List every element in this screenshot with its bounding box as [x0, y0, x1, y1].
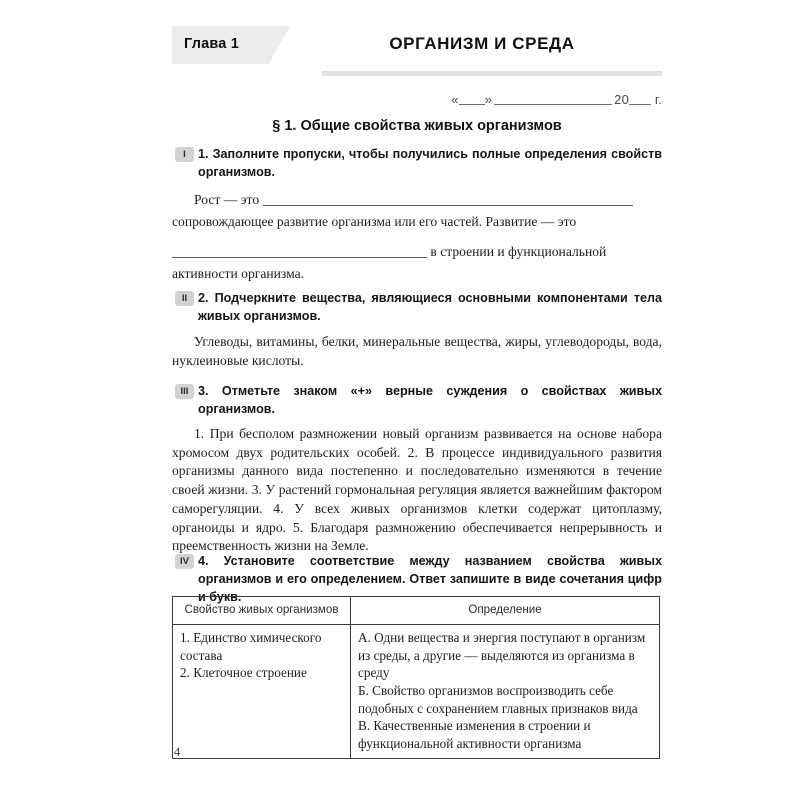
- definition-item-a: А. Одни вещества и энергия поступают в организм из среды, а другие — выделяются из организма в среду: [358, 629, 646, 681]
- task-1-fill-line-4: активности организма.: [172, 265, 305, 281]
- date-year-blank[interactable]: [629, 93, 651, 105]
- table-header-property: Свойство живых организмов: [173, 597, 351, 625]
- task-2-prompt-text: Подчеркните вещества, являющиеся основными компонентами тела живых организмов.: [198, 291, 662, 323]
- task-1-prompt: [172, 146, 662, 182]
- task-3-prompt: [172, 383, 662, 419]
- task-3: [172, 383, 662, 556]
- task-3-number: 3.: [198, 384, 209, 398]
- date-year-prefix: 20: [614, 92, 630, 107]
- task-3-prompt-text: Отметьте знаком «+» верные суждения о свойствах живых организмов.: [198, 384, 662, 416]
- task-1: [172, 146, 662, 283]
- property-item-2: 2. Клеточное строение: [180, 665, 307, 681]
- chapter-tag-label: Глава 1: [184, 36, 240, 52]
- task-1-fill-line-1: [172, 192, 662, 208]
- task-4-badge: IV: [175, 554, 194, 569]
- definition-item-c: В. Качественные изменения в строении и функциональной активности организма: [358, 718, 591, 751]
- task-1-fill-line-3: [172, 244, 662, 260]
- table-header-definition: Определение: [351, 597, 660, 625]
- task-1-tail-text: в строении и функциональной: [430, 243, 607, 259]
- definition-item-b: Б. Свойство организмов воспроизводить себе подобных с сохранением главных признаков вида: [358, 682, 638, 716]
- task-2-body[interactable]: Углеводы, витамины, белки, минеральные вещества, жиры, углеводороды, вода, нуклеиновые кислоты.: [172, 333, 662, 368]
- task-1-badge: I: [175, 147, 194, 162]
- table-header-row: [173, 597, 660, 625]
- task-1-lead-text: Рост — это: [194, 191, 260, 207]
- task-1-prompt-text: Заполните пропуски, чтобы получились полные определения свойств организмов.: [198, 147, 662, 179]
- date-quote-close: »: [484, 92, 493, 107]
- date-day-blank[interactable]: [459, 93, 485, 105]
- section-heading: § 1. Общие свойства живых организмов: [272, 118, 562, 134]
- task-4-prompt-text: Установите соответствие между названием свойства живых организмов и его определением. Ответ запишите в виде сочетания цифр и букв.: [198, 554, 663, 604]
- task-2-prompt: [172, 290, 662, 326]
- table-row: [173, 624, 660, 758]
- page-title: ОРГАНИЗМ И СРЕДА: [389, 34, 575, 53]
- table-cell-properties[interactable]: [173, 624, 351, 758]
- task-1-number: 1.: [198, 147, 209, 161]
- task-4-number: 4.: [198, 554, 209, 568]
- task-3-badge: III: [175, 384, 194, 399]
- task-1-blank-2[interactable]: [172, 245, 427, 258]
- date-line: [172, 92, 662, 107]
- property-item-1: 1. Единство химического состава: [180, 629, 322, 663]
- page-header: [172, 26, 662, 86]
- date-month-blank[interactable]: [494, 93, 612, 105]
- task-2-badge: II: [175, 291, 194, 306]
- task-1-blank-1[interactable]: [263, 193, 633, 206]
- page-number: 4: [174, 745, 181, 759]
- task-3-body[interactable]: 1. При бесполом размножении новый организм развивается на основе набора хромосом двух родительских особей. 2. В процессе индивидуального развития организмы данного вида постепенно и последовательно изменяются в течение своей жизни. 3. У растений гормональная регуляция является важнейшим фактором саморегуляции. 4. У всех живых организмов клетки содержат цитоплазму, органоиды и ядро. 5. Благодаря размножению обеспечивается непрерывность и преемственность жизни на Земле.: [172, 425, 662, 554]
- table-cell-definitions[interactable]: [351, 624, 660, 758]
- task-2: [172, 290, 662, 370]
- task-2-number: 2.: [198, 291, 209, 305]
- header-divider: [322, 71, 662, 76]
- date-quote-open: «: [451, 92, 459, 107]
- task-1-fill-line-2: сопровождающее развитие организма или его частей. Развитие — это: [172, 213, 577, 229]
- date-year-suffix: г.: [654, 92, 662, 107]
- matching-table: [172, 596, 660, 759]
